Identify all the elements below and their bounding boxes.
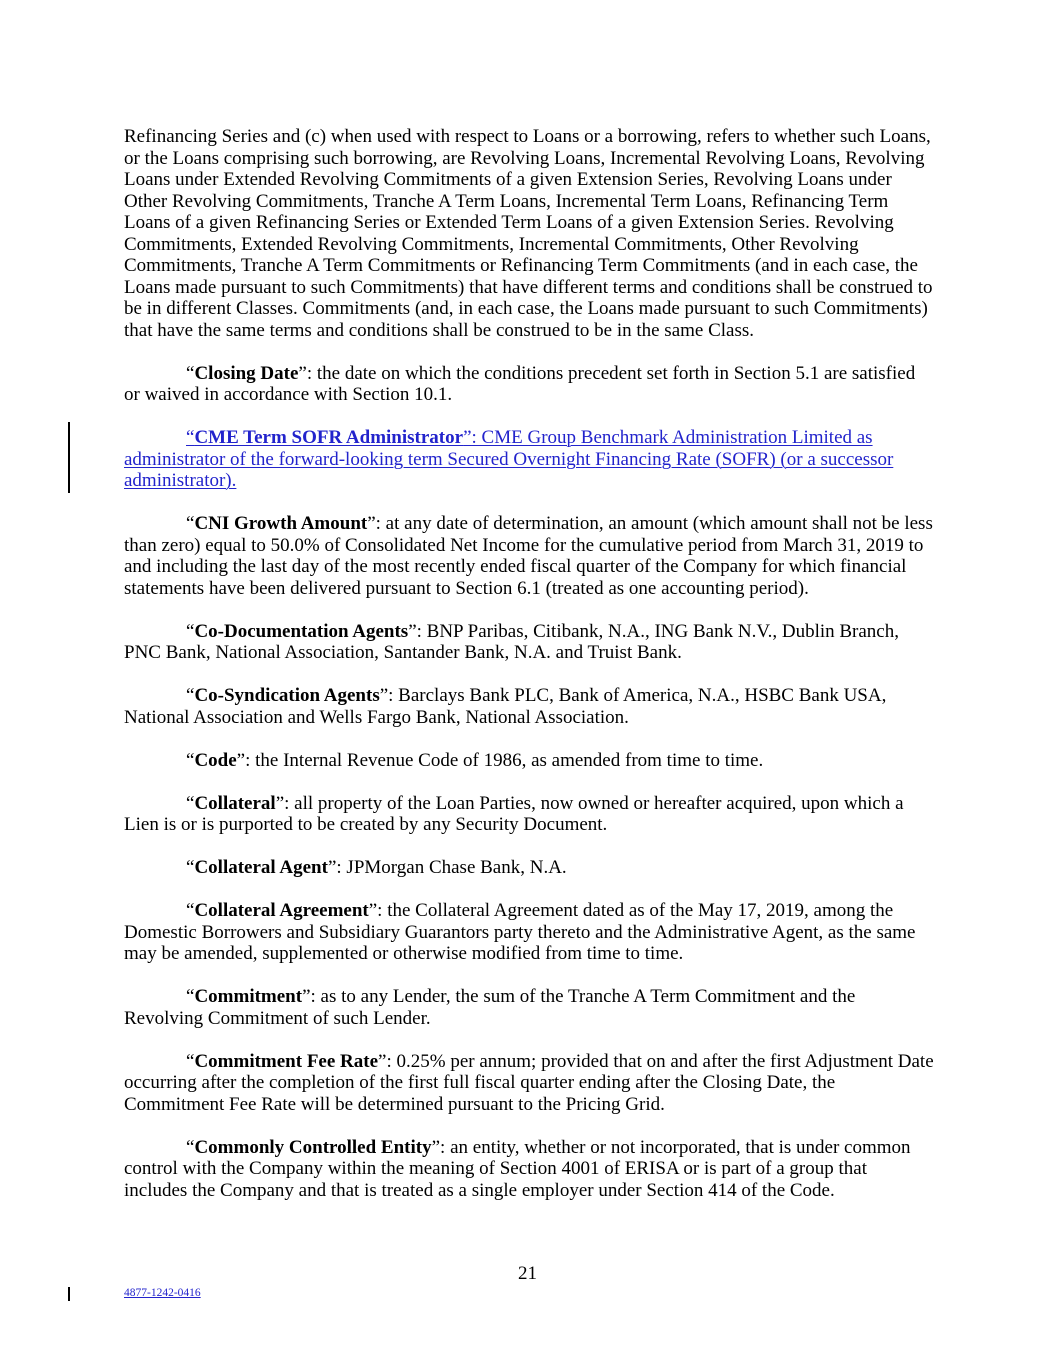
- paragraph: [124, 427, 934, 492]
- paragraph: [124, 750, 934, 772]
- defined-term: Commitment: [194, 986, 303, 1007]
- defined-term: Commonly Controlled Entity: [194, 1136, 432, 1158]
- paragraph-body: : the date on which the conditions precedent set forth in Section 5.1 are satisfied or waived in accordance with Section 10.1.: [124, 362, 916, 405]
- close-quote: ”: [378, 1050, 387, 1072]
- close-quote: ”: [379, 685, 389, 706]
- close-quote: ”: [431, 1136, 441, 1158]
- paragraph-body: : JPMorgan Chase Bank, N.A.: [336, 857, 567, 878]
- paragraph-body: : the Collateral Agreement dated as of the May 17, 2019, among the Domestic Borrowers and Subsidiary Guarantors party thereto and the Administrative Agent, as the same may be amended, supplemented or otherwise modified from time to time.: [124, 900, 916, 964]
- paragraph-body: : at any date of determination, an amount (which amount shall not be less than zero) equal to 50.0% of Consolidated Net Income for the cumulative period from March 31, 2019 to and including the last day of the most recently ended fiscal quarter of the Company for which financial statements have been delivered pursuant to Section 6.1 (treated as one accounting period).: [124, 513, 933, 599]
- paragraph-body: : Barclays Bank PLC, Bank of America, N.A., HSBC Bank USA, National Association and Wells Fargo Bank, National Association.: [124, 685, 887, 728]
- defined-term: CME Term SOFR Administrator: [194, 427, 464, 448]
- close-quote: ”: [298, 362, 307, 384]
- defined-term: Co-Documentation Agents: [194, 620, 409, 642]
- defined-term: Collateral Agent: [194, 857, 328, 878]
- defined-term: Collateral: [194, 792, 276, 814]
- close-quote: ”: [463, 427, 472, 448]
- open-quote: “: [186, 362, 195, 384]
- open-quote: “: [186, 1136, 195, 1158]
- defined-term: CNI Growth Amount: [194, 513, 368, 534]
- open-quote: “: [186, 857, 195, 878]
- defined-term: Commitment Fee Rate: [194, 1050, 379, 1072]
- close-quote: ”: [367, 513, 376, 534]
- open-quote: “: [186, 1050, 195, 1072]
- open-quote: “: [186, 986, 195, 1007]
- page-number: 21: [518, 1263, 537, 1284]
- open-quote: “: [186, 685, 195, 706]
- open-quote: “: [186, 792, 195, 814]
- open-quote: “: [186, 900, 195, 921]
- close-quote: ”: [408, 620, 417, 642]
- close-quote: ”: [236, 749, 246, 771]
- paragraph: [124, 986, 934, 1029]
- open-quote: “: [186, 427, 195, 448]
- paragraph: [124, 1051, 934, 1116]
- close-quote: ”: [275, 792, 285, 814]
- close-quote: ”: [302, 986, 311, 1007]
- paragraph: [124, 126, 934, 341]
- paragraph: [124, 621, 934, 664]
- paragraph-body: Refinancing Series and (c) when used with respect to Loans or a borrowing, refers to whether such Loans, or the Loans comprising such borrowing, are Revolving Loans, Incremental Revolving Loans, Revolving Loans under Extended Revolving Commitments of a given Extension Series, Revolving Loans under Other Revolving Commitments, Tranche A Term Loans, Incremental Term Loans, Refinancing Term Loans of a given Refinancing Series or Extended Term Loans of a given Extension Series. Revolving Commitments, Extended Revolving Commitments, Incremental Commitments, Other Revolving Commitments, Tranche A Term Commitments or Refinancing Term Commitments (and in each case, the Loans made pursuant to such Commitments) that have different terms and conditions shall be construed to be in different Classes. Commitments (and, in each case, the Loans made pursuant to such Commitments) that have the same terms and conditions shall be construed to be in the same Class.: [124, 126, 933, 341]
- paragraph-body: : BNP Paribas, Citibank, N.A., ING Bank N.V., Dublin Branch, PNC Bank, National Association, Santander Bank, N.A. and Truist Bank.: [124, 620, 899, 663]
- paragraph: [124, 513, 934, 599]
- paragraph: [124, 793, 934, 836]
- paragraph-body: : as to any Lender, the sum of the Tranche A Term Commitment and the Revolving Commitment of such Lender.: [124, 986, 856, 1029]
- paragraph: [124, 1137, 934, 1202]
- paragraph-body: : an entity, whether or not incorporated, that is under common control with the Company within the meaning of Section 4001 of ERISA or is part of a group that includes the Company and that is treated as a single employer under Section 414 of the Code.: [124, 1136, 911, 1201]
- open-quote: “: [186, 749, 195, 771]
- defined-term: Co-Syndication Agents: [194, 685, 380, 706]
- paragraph: [124, 857, 934, 879]
- defined-term: Closing Date: [194, 362, 299, 384]
- open-quote: “: [186, 620, 195, 642]
- open-quote: “: [186, 513, 195, 534]
- paragraph-body: : 0.25% per annum; provided that on and after the first Adjustment Date occurring after the completion of the first full fiscal quarter ending after the Closing Date, the Commitment Fee Rate will be determined pursuant to the Pricing Grid.: [124, 1050, 934, 1115]
- paragraph-body: : all property of the Loan Parties, now owned or hereafter acquired, upon which a Lien is or is purported to be created by any Security Document.: [124, 792, 904, 835]
- footer-doc-id: [124, 1286, 201, 1301]
- defined-term: Collateral Agreement: [194, 900, 369, 921]
- paragraph-body: : CME Group Benchmark Administration Limited as administrator of the forward-looking term Secured Overnight Financing Rate (SOFR) (or a successor administrator).: [124, 427, 894, 491]
- paragraph-body: : the Internal Revenue Code of 1986, as amended from time to time.: [245, 749, 764, 771]
- paragraph: [124, 363, 934, 406]
- close-quote: ”: [327, 857, 337, 878]
- defined-term: Code: [194, 749, 237, 771]
- paragraph: [124, 685, 934, 728]
- footer-doc-id-text: 4877-1242-0416: [124, 1287, 201, 1299]
- close-quote: ”: [368, 900, 378, 921]
- paragraph: [124, 900, 934, 965]
- document-body: [124, 126, 934, 1201]
